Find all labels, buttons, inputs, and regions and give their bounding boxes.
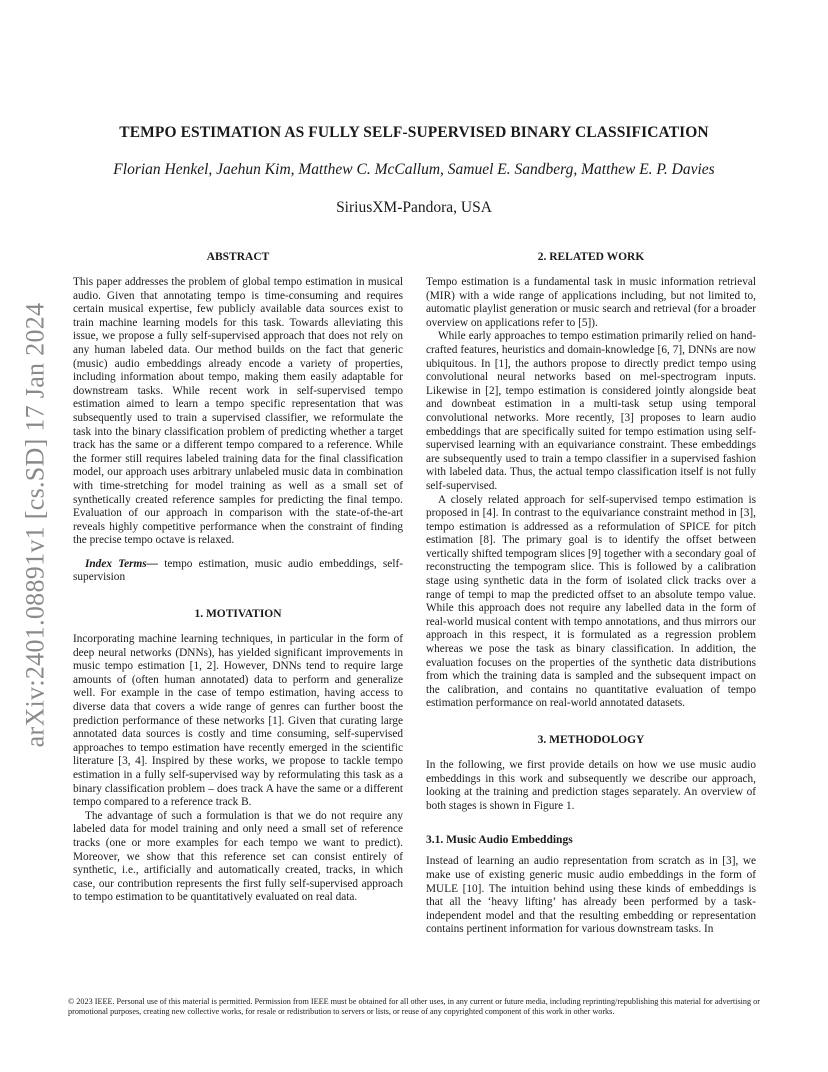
paper-affiliation: SiriusXM-Pandora, USA	[336, 199, 492, 216]
section-2-paragraph-2: While early approaches to tempo estimation primarily relied on hand-crafted features, heuristics and domain-knowledge [6, 7], DNNs are now ubiquitous. In [1], the authors propose to directly predict tempo using convolutional neural networks based on mel-spectrogram inputs. Likewise in [2], tempo estimation is considered jointly alongside beat and downbeat estimation in a multi-task setup using temporal convolutional networks. More recently, [3] proposes to learn audio embeddings that are specifically suited for tempo estimation using self-supervised learning with an equivariance constraint. These embeddings are subsequently used to train a tempo classifier in a supervised fashion with labeled data. Thus, the actual tempo classification itself is not fully self-supervised.	[426, 330, 756, 492]
abstract-text: This paper addresses the problem of global tempo estimation in musical audio. Given that annotating tempo is time-consuming and requires certain musical expertise, few publicly available data sources exist to train machine learning models for this task. Towards alleviating this issue, we propose a fully self-supervised approach that does not rely on any human labeled data. Our method builds on the fact that generic (music) audio embeddings already encode a variety of properties, including information about tempo, making them easily adaptable for downstream tasks. While recent work in self-supervised tempo estimation aimed to learn a tempo specific representation that was subsequently used to train a supervised classifier, we reformulate the task into the binary classification problem of predicting whether a target track has the same or a different tempo compared to a reference. While the former still requires labeled training data for the final classification model, our approach uses arbitrary unlabeled music data in combination with time-stretching for model training as well as a small set of synthetically created reference samples for predicting the final tempo. Evaluation of our approach in comparison with the state-of-the-art reveals highly competitive performance when the constraint of finding the precise tempo octave is relaxed.	[73, 276, 403, 547]
section-3-heading: 3. METHODOLOGY	[537, 734, 645, 746]
section-2-heading: 2. RELATED WORK	[537, 251, 645, 263]
index-terms	[73, 558, 403, 585]
arxiv-identifier-text: arXiv:2401.08891v1 [cs.SD] 17 Jan 2024	[20, 302, 50, 748]
index-terms-text: tempo estimation, music audio embeddings, self-supervision	[73, 557, 403, 584]
section-1-paragraph-1: Incorporating machine learning techniques, in particular in the form of deep neural networks (DNNs), has yielded significant improvements in music tempo estimation [1, 2]. However, DNNs tend to require large amounts of (often human annotated) data to perform and generalize well. For example in the case of tempo estimation, having access to diverse data that covers a wide range of genres can further boost the prediction performance of these networks [1]. Given that curating large annotated data sources is costly and time consuming, self-supervised approaches to tempo estimation have recently emerged in the scientific literature [3, 4]. Inspired by these works, we propose to tackle tempo estimation in a fully self-supervised way by reformulating this task as a binary classification problem – does track A have the same or a different tempo compared to a reference track B.	[73, 633, 403, 809]
section-1-heading: 1. MOTIVATION	[194, 608, 282, 621]
subsection-3-1-heading: 3.1. Music Audio Embeddings	[426, 834, 573, 847]
section-2-paragraph-1: Tempo estimation is a fundamental task in music information retrieval (MIR) with a wide range of applications including, but not limited to, automatic playlist generation or music search and retrieval (for a broader overview on applications refer to [5]).	[426, 276, 756, 329]
index-terms-label: Index Terms—	[85, 557, 158, 570]
copyright-footer: © 2023 IEEE. Personal use of this material is permitted. Permission from IEEE must be obtained for all other uses, in any current or future media, including reprinting/republishing this material for advertising or promotional purposes, creating new collective works, for resale or redistribution to servers or lists, or reuse of any copyrighted component of this work in other works.	[68, 997, 760, 1016]
subsection-3-1-paragraph-1: Instead of learning an audio representation from scratch as in [3], we make use of existing generic music audio embeddings in the form of MULE [10]. The intuition behind using these kinds of embeddings is that all the ‘heavy lifting’ has already been performed by a task-independent model and that the resulting embedding or representation contains pertinent information for various downstream tasks. In	[426, 855, 756, 936]
paper-authors: Florian Henkel, Jaehun Kim, Matthew C. McCallum, Samuel E. Sandberg, Matthew E. P. Davies	[113, 161, 715, 178]
arxiv-identifier	[15, 285, 55, 765]
abstract-heading: ABSTRACT	[206, 251, 270, 263]
section-3-paragraph-1: In the following, we first provide details on how we use music audio embeddings in this work and subsequently we describe our approach, looking at the training and prediction stages separately. An overview of both stages is shown in Figure 1.	[426, 759, 756, 812]
right-column	[426, 250, 756, 937]
section-2-paragraph-3: A closely related approach for self-supervised tempo estimation is proposed in [4]. In contrast to the equivariance constraint method in [3], tempo estimation is addressed as a reformulation of SPICE for pitch estimation [8]. The primary goal is to identify the offset between vertically shifted tempogram slices [9] together with a secondary goal of reconstructing the tempogram slice. This is followed by a calibration stage using synthetic data in the form of isolated click tracks over a range of tempi to map the predicted offset to an absolute tempo value. While this approach does not require any labelled data in the form of real-world musical content with tempo annotations, and thus mirrors our approach in this respect, it is formulated as a regression problem whereas we pose the task as binary classification. In addition, the evaluation focuses on the properties of the synthetic data distributions from which the training data is sampled and the subsequent impact on the calibration, and contains no quantitative evaluation of tempo estimation performance on real-world annotated datasets.	[426, 493, 756, 710]
paper-title: TEMPO ESTIMATION AS FULLY SELF-SUPERVISED BINARY CLASSIFICATION	[119, 124, 709, 141]
left-column	[73, 250, 403, 905]
section-1-paragraph-2: The advantage of such a formulation is that we do not require any labeled data for model training and only need a small set of reference tracks (one or more examples for each tempo we want to predict). Moreover, we show that this reference set can consist entirely of synthetic, i.e., artificially and automatically created, tracks, in which case, our contribution represents the first fully self-supervised approach to tempo estimation to be quantitatively evaluated on real data.	[73, 809, 403, 904]
